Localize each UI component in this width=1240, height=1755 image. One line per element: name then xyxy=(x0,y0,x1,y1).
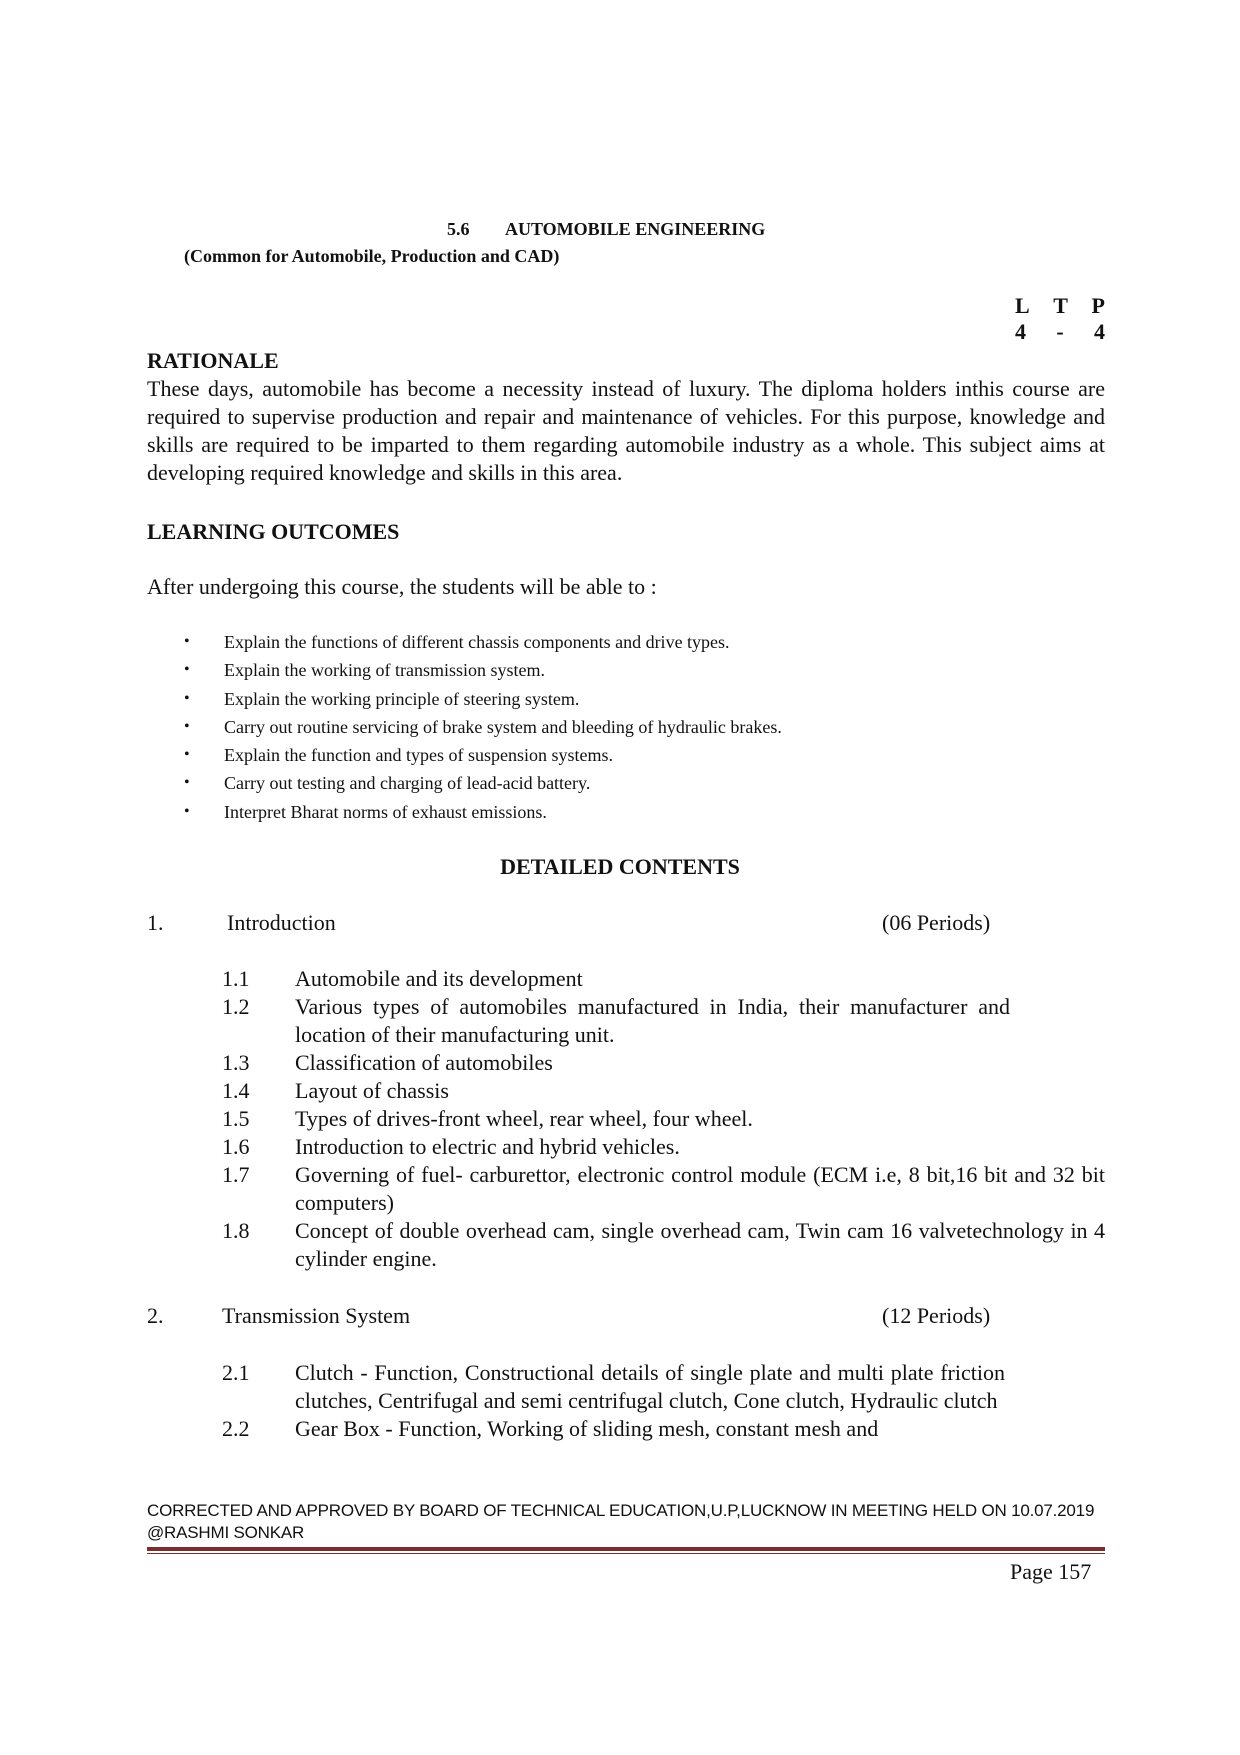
list-item: 2.1 Clutch - Function, Constructional details of single plate and multi plate friction clutches, Centrifugal and semi centrifugal clutch, Cone clutch, Hydraulic clutch xyxy=(222,1360,1005,1413)
ltp-values xyxy=(1015,319,1105,345)
learning-outcomes-heading: LEARNING OUTCOMES xyxy=(147,519,400,544)
list-item: • Explain the functions of different chassis components and drive types. xyxy=(147,628,1047,656)
list-item: • Explain the function and types of suspension systems. xyxy=(147,741,1047,769)
detailed-contents-heading: DETAILED CONTENTS xyxy=(500,854,740,879)
bullet-icon: • xyxy=(184,802,190,820)
footer-divider xyxy=(147,1547,1105,1551)
list-item: • Carry out testing and charging of lead-acid battery. xyxy=(147,769,1047,797)
ltp-value-p: 4 xyxy=(1093,319,1105,344)
ltp-value-t: - xyxy=(1056,319,1064,344)
list-item: 1.4 Layout of chassis xyxy=(222,1078,449,1103)
list-item: • Explain the working of transmission system. xyxy=(147,656,1047,684)
section-title: Transmission System xyxy=(222,1303,411,1328)
learning-outcomes-intro: After undergoing this course, the students will be able to : xyxy=(147,574,657,599)
list-item: 1.2 Various types of automobiles manufactured in India, their manufacturer and location of their manufacturing unit. xyxy=(222,994,1010,1047)
ltp-table xyxy=(1015,293,1105,345)
bullet-icon: • xyxy=(184,689,190,707)
rationale-text: These days, automobile has become a necessity instead of luxury. The diploma holders inthis course are required to supervise production and repair and maintenance of vehicles. For this purpose, knowledge and skills are required to be imparted to them regarding automobile industry as a whole. This subject aims at developing required knowledge and skills in this area. xyxy=(147,376,1105,485)
section-title: Introduction xyxy=(227,910,336,935)
list-item: 2.2 Gear Box - Function, Working of sliding mesh, constant mesh and xyxy=(222,1416,879,1441)
bullet-icon: • xyxy=(184,661,190,679)
ltp-label-l: L xyxy=(1015,293,1030,318)
list-item: 1.7 Governing of fuel- carburettor, electronic control module (ECM i.e, 8 bit,16 bit and 32 bit computers) xyxy=(222,1162,1105,1215)
course-code: 5.6 xyxy=(447,219,470,239)
list-item: 1.1 Automobile and its development xyxy=(222,966,583,991)
rationale-heading: RATIONALE xyxy=(147,348,279,373)
section-items-transmission-system xyxy=(222,1359,1105,1443)
list-item: 1.3 Classification of automobiles xyxy=(222,1050,553,1075)
list-item: • Explain the working principle of steering system. xyxy=(147,685,1047,713)
ltp-value-l: 4 xyxy=(1015,319,1026,344)
ltp-label-t: T xyxy=(1053,293,1068,318)
list-item: • Interpret Bharat norms of exhaust emissions. xyxy=(147,798,1047,826)
ltp-labels xyxy=(1015,293,1105,319)
section-number: 1. xyxy=(147,910,164,935)
list-item: 1.6 Introduction to electric and hybrid vehicles. xyxy=(222,1134,680,1159)
course-subtitle: (Common for Automobile, Production and CAD) xyxy=(184,246,560,266)
list-item: 1.5 Types of drives-front wheel, rear wheel, four wheel. xyxy=(222,1106,753,1131)
bullet-icon: • xyxy=(184,717,190,735)
bullet-icon: • xyxy=(184,746,190,764)
section-periods: (06 Periods) xyxy=(882,910,991,935)
course-title: AUTOMOBILE ENGINEERING xyxy=(505,219,766,239)
page-number: Page 157 xyxy=(1010,1559,1092,1584)
section-number: 2. xyxy=(147,1303,164,1328)
section-periods: (12 Periods) xyxy=(882,1303,991,1328)
footer-divider-thin xyxy=(147,1553,1105,1554)
section-items-introduction xyxy=(222,965,1105,1273)
list-item: • Carry out routine servicing of brake system and bleeding of hydraulic brakes. xyxy=(147,713,1047,741)
bullet-icon: • xyxy=(184,774,190,792)
bullet-icon: • xyxy=(184,633,190,650)
list-item: 1.8 Concept of double overhead cam, single overhead cam, Twin cam 16 valvetechnology in 4 cylinder engine. xyxy=(222,1218,1105,1271)
section-heading-transmission-system xyxy=(0,1303,1240,1331)
ltp-label-p: P xyxy=(1091,293,1105,318)
approval-footer: CORRECTED AND APPROVED BY BOARD OF TECHNICAL EDUCATION,U.P,LUCKNOW IN MEETING HELD ON 10.07.2019 @RASHMI SONKAR xyxy=(147,1501,1095,1542)
section-heading-introduction xyxy=(0,910,1240,938)
learning-outcomes-list xyxy=(147,628,1047,826)
